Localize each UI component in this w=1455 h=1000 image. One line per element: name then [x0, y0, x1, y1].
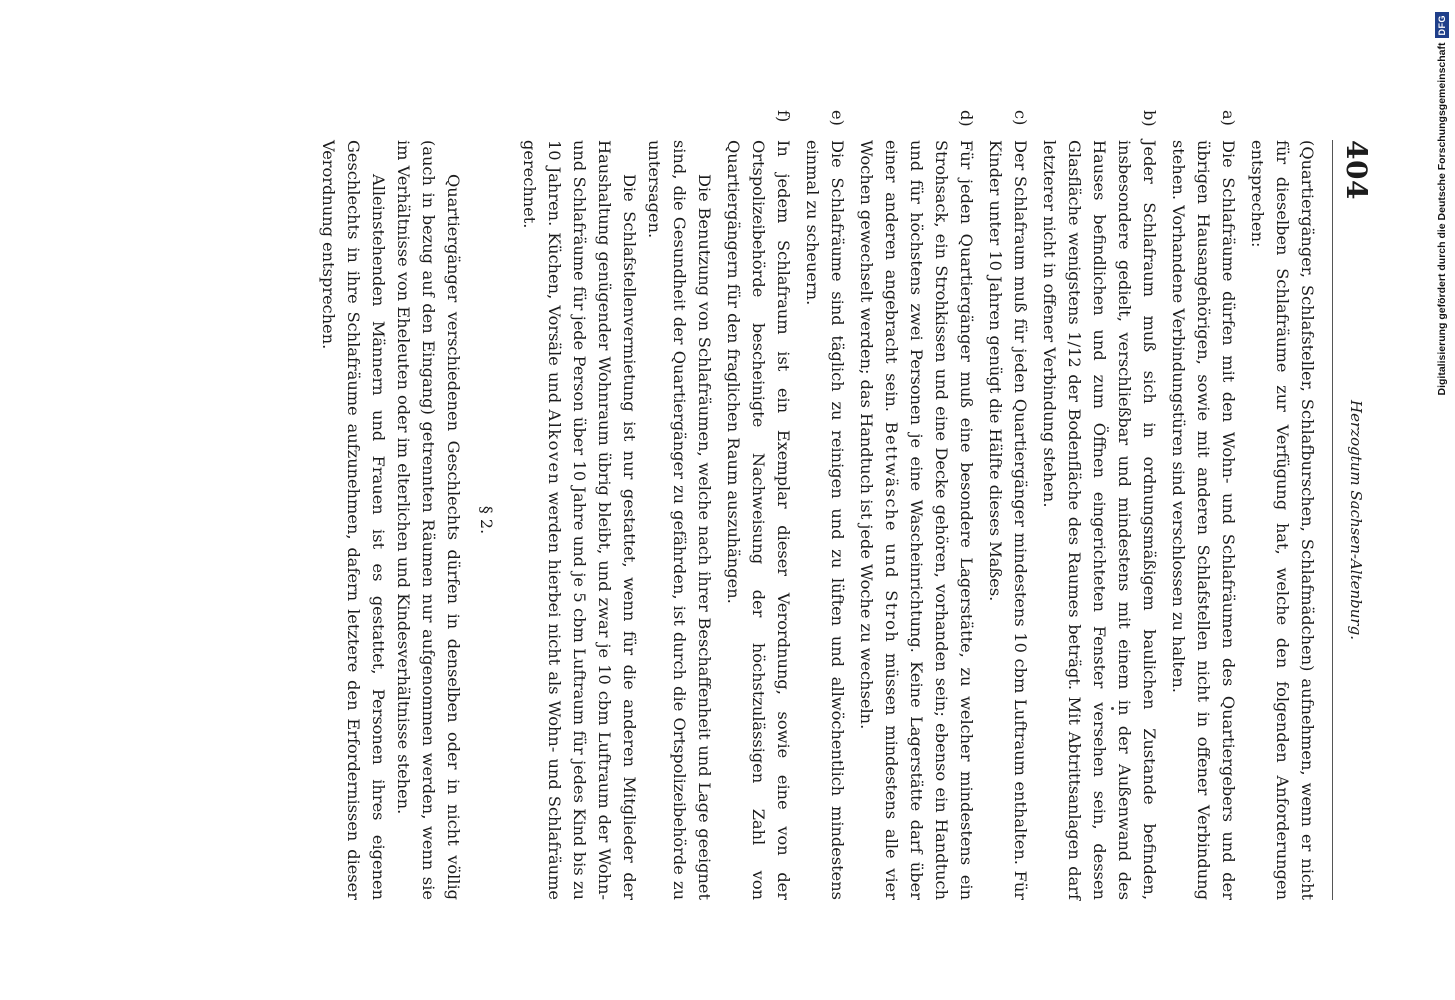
- page-body: [316, 110, 1320, 901]
- list-item-f: [721, 110, 796, 900]
- list-text: Die Schlafräume dürfen mit den Wohn- und Schlafräumen des Quartiergebers und der übrigen Hausangehörigen, sowie mit anderen Schlafstellen nicht in offener Verbindung stehen. Vorhandene Verbindungstüren sind verschlossen zu halten.: [1169, 140, 1238, 900]
- list-letter: f): [774, 110, 793, 123]
- header-rule: [1332, 140, 1333, 900]
- list-item-d: [854, 110, 979, 900]
- paragraph-text-spaced: Alkoven: [545, 409, 564, 486]
- dfg-logo: DFG: [1435, 12, 1449, 39]
- list-text: Jeder Schlafraum muß sich in ordnungsmäßigem baulichen Zustande befinden, insbesondere gedielt, verschließbar und mindestens mit einem in der Außenwand des Hauses befindlichen und zum Öffnen eingerichteten Fenster versehen sein, dessen Glasfläche wenigstens 1/12 der Bodenfläche des Raumes beträgt. Mit Abtrittsanlagen darf letzterer nicht in offener Verbindung stehen.: [1040, 140, 1159, 900]
- page-header: [1331, 140, 1375, 900]
- intro-paragraph: (Quartiergänger, Schlafsteller, Schlafburschen, Schlafmädchen) aufnehmen, wenn er nicht für dieselben Schlafräume zur Verfügung hat, welche den folgenden Anforderungen entsprechen:: [1248, 140, 1317, 900]
- list-item-a: [1166, 110, 1241, 900]
- list-item-b: [1037, 110, 1162, 900]
- credit-text: Digitalisierung gefördert durch die Deutsche Forschungsgemeinschaft: [1436, 42, 1448, 396]
- list-item-e: [800, 110, 850, 900]
- list-text: müssen mindestens alle vier Wochen gewechselt werden; das Handtuch ist jede Woche zu wechseln.: [857, 140, 901, 900]
- list-text: Für jeden Quartiergänger muß eine besondere Lagerstätte, zu welcher mindestens ein Strohsack, ein Strohkissen und eine Decke gehören, vorhanden sein; ebenso ein Handtuch und für höchstens zwei Personen je eine Wascheinrichtung. Keine Lagerstätte darf über einer anderen angebracht sein.: [882, 140, 976, 900]
- list-text-spaced: Bettwäsche und Stroh: [882, 421, 901, 644]
- list-letter: b): [1140, 110, 1159, 127]
- list-text: Die Schlafräume sind täglich zu reinigen und zu lüften und allwöchentlich mindestens einmal zu scheuern.: [803, 140, 847, 900]
- list-text: Der Schlafraum muß für jeden Quartiergänger mindestens 10 cbm Luftraum enthalten. Für Kinder unter 10 Jahren genügt die Hälfte dieses Maßes.: [986, 140, 1030, 900]
- paragraph-use: Die Benutzung von Schlafräumen, welche nach ihrer Beschaffenheit und Lage geeignet sind, die Gesundheit der Quartiergänger zu gefährden, ist durch die Ortspolizeibehörde zu untersagen.: [645, 140, 714, 900]
- scan-speck: [1111, 707, 1114, 710]
- digitization-credit: [1431, 12, 1453, 842]
- page-number: 404: [1340, 140, 1373, 200]
- paragraph-section2-first: Quartiergänger verschiedenen Geschlechts dürfen in denselben oder in nicht völlig (auch in bezug auf den Eingang) getrennten Räumen nur aufgenommen werden, wenn sie im Verhältnisse von Eheleuten oder im elterlichen und Kindesverhältnisse stehen.: [394, 140, 463, 900]
- paragraph-text: werden hierbei nicht als Wohn- und Schlafräume gerechnet.: [520, 140, 564, 901]
- list-letter: c): [1011, 110, 1030, 126]
- section-heading: § 2.: [477, 505, 496, 535]
- list-letter: a): [1219, 110, 1238, 126]
- running-title: Herzogtum Sachsen-Altenburg.: [1347, 400, 1365, 640]
- list-letter: e): [828, 110, 847, 126]
- list-item-c: [983, 110, 1033, 900]
- list-letter: d): [957, 110, 976, 127]
- paragraph-rental: [517, 140, 642, 900]
- paragraph-section2-second: Alleinstehenden Männern und Frauen ist es gestattet, Personen ihres eigenen Geschlechts in ihre Schlafräume aufzunehmen, dafern letztere den Erfordernissen dieser Verordnung entsprechen.: [319, 140, 388, 900]
- list-text: In jedem Schlafraum ist ein Exemplar dieser Verordnung, sowie eine von der Ortspolizeibehörde bescheinigte Nachweisung der höchstzulässigen Zahl von Quartiergängern für den fraglichen Raum auszuhängen.: [724, 140, 793, 900]
- paragraph-text: Die Schlafstellenvermietung ist nur gestattet, wenn für die anderen Mitglieder der Haushaltung genügender Wohnraum übrig bleibt, und zwar je 10 cbm Luftraum der Wohn- und Schlafräume für jede Person über 10 Jahre und je 5 cbm Luftraum für jedes Kind bis zu 10 Jahren. Küchen, Vorsäle und: [545, 140, 639, 900]
